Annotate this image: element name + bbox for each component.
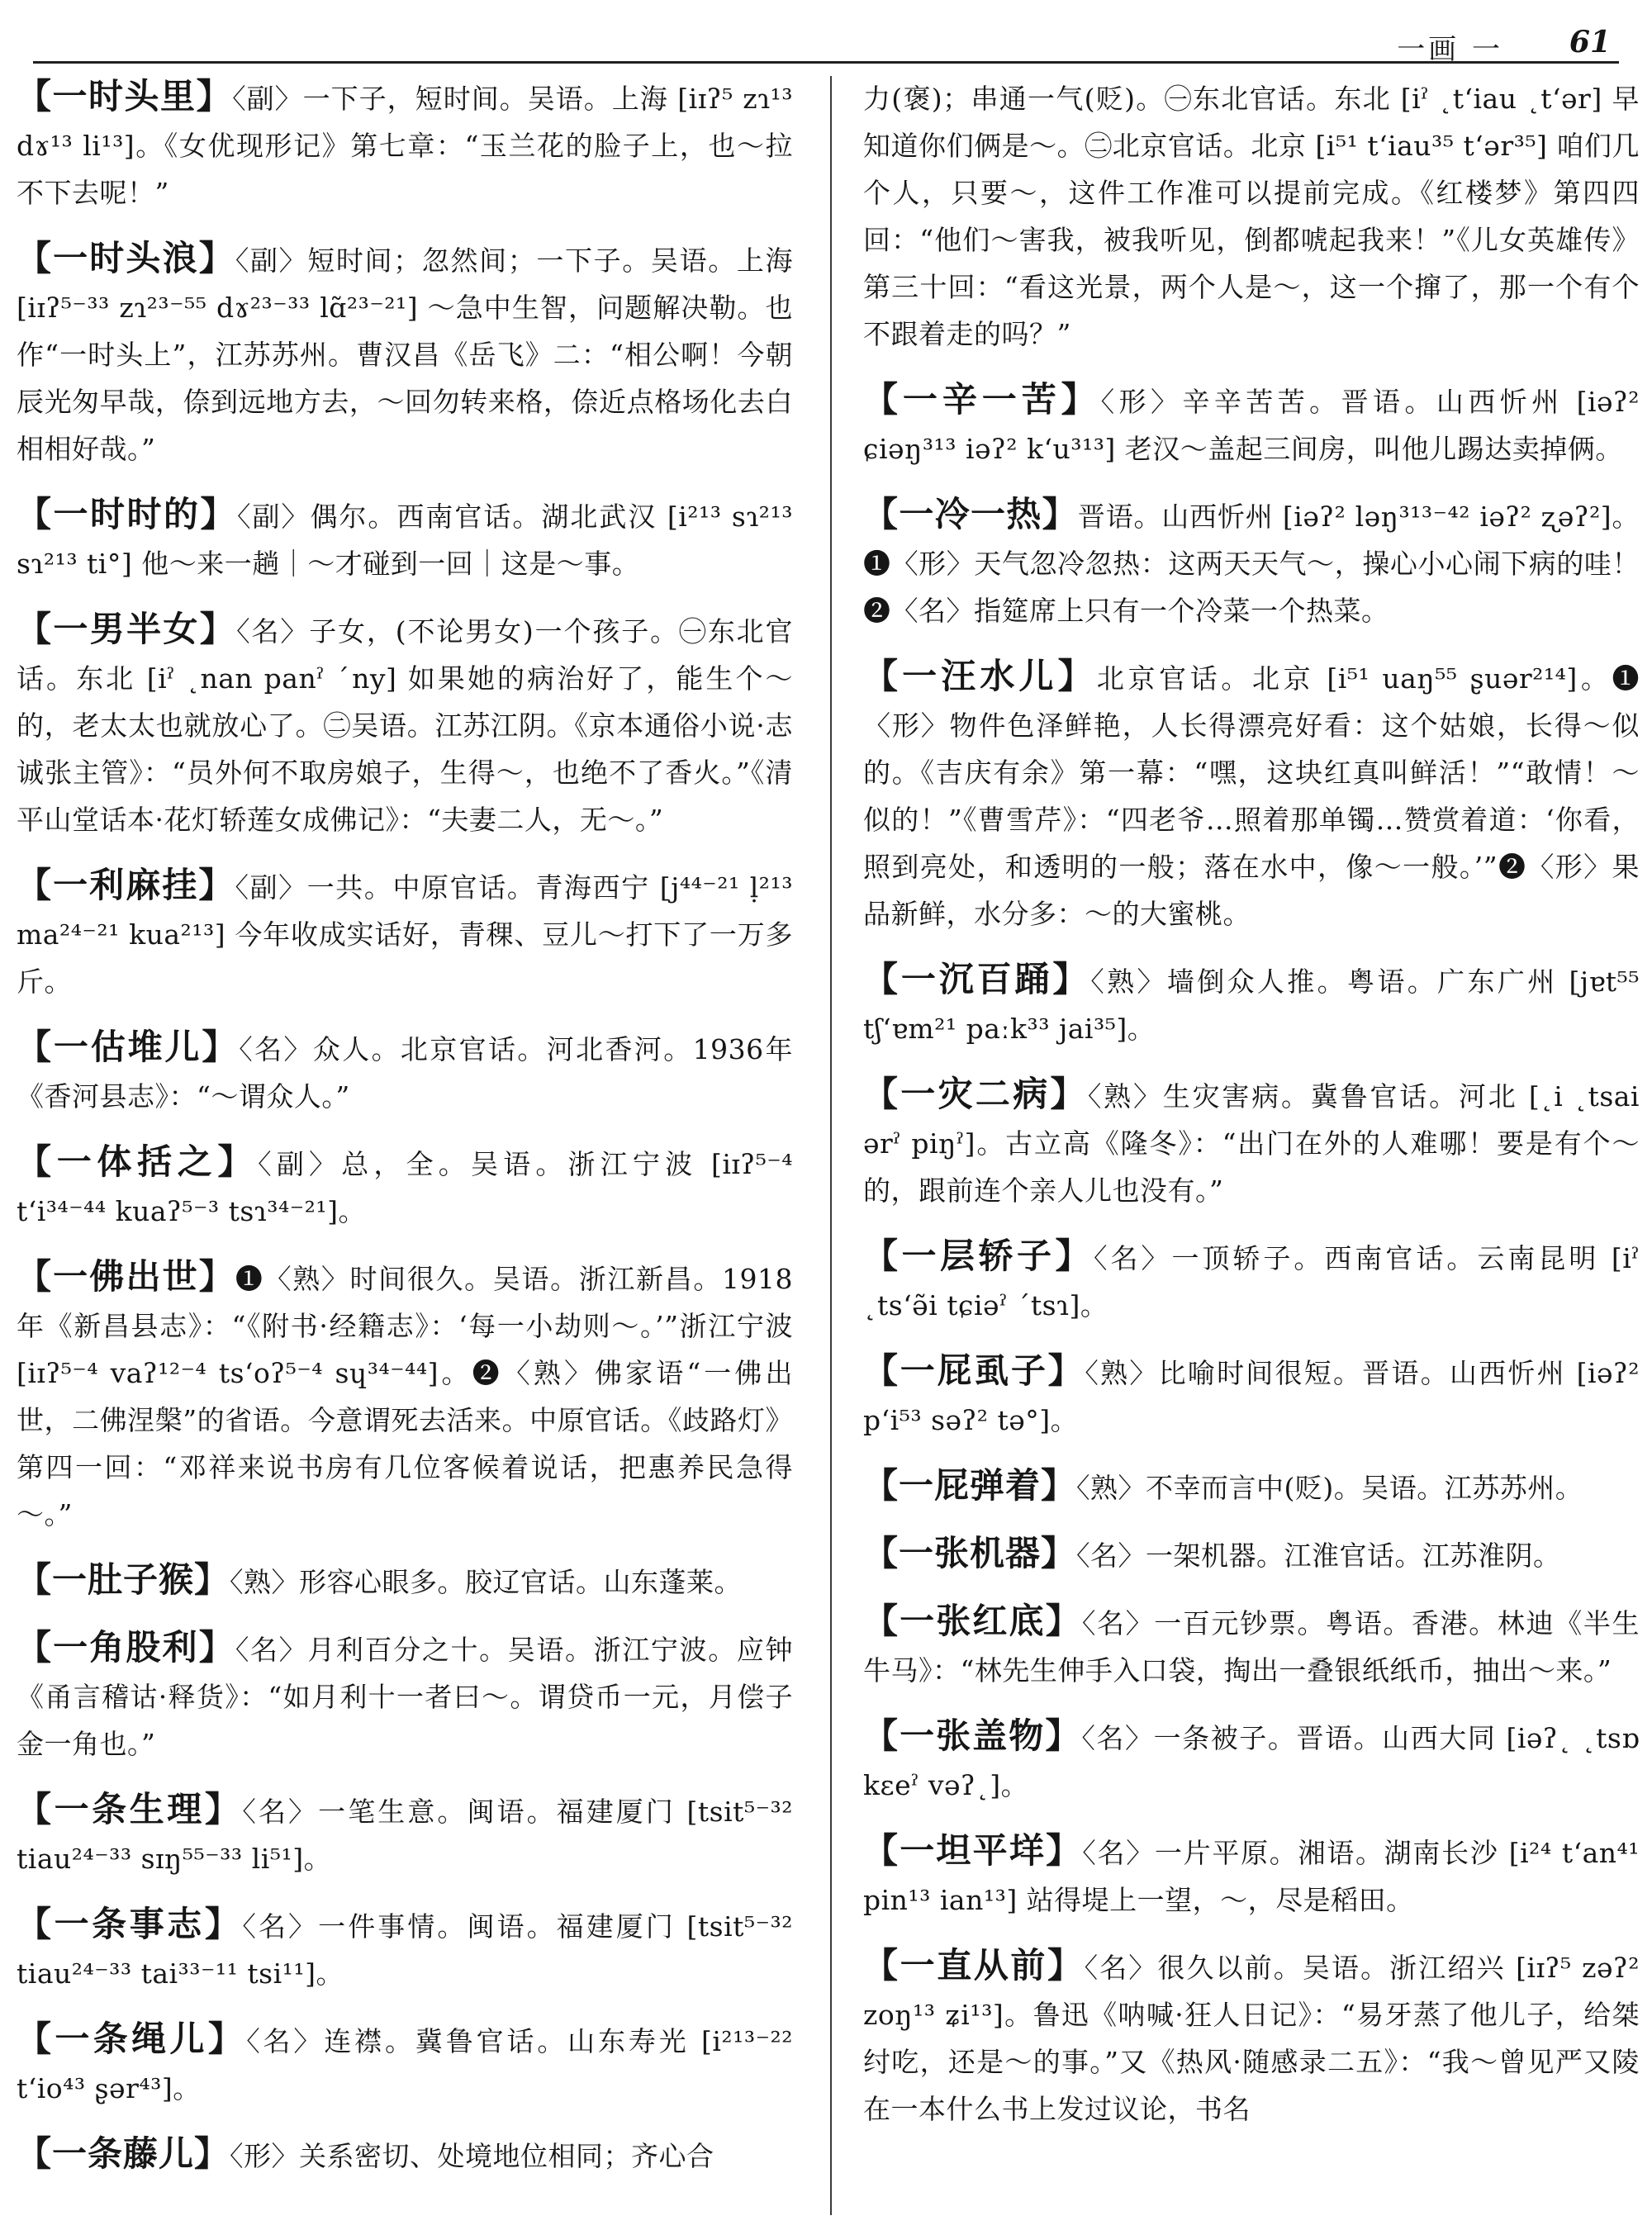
right-column	[863, 73, 1640, 2220]
entry-headword: 【一张红底】	[863, 1601, 1082, 1641]
entry-headword: 【一体括之】	[17, 1141, 259, 1182]
dictionary-entry	[863, 1462, 1640, 1511]
entry-definition: 〈名〉一百元钞票。粤语。香港。林迪《半生牛马》：“林先生伸手入口袋，掏出一叠银纸纸币，抽出～来。”	[863, 1607, 1640, 1687]
entry-definition: 〈名〉一条被子。晋语。山西大同 [iəʔ˛ ˛tsɒ kɛeˀ vəʔ˛]。	[863, 1722, 1640, 1801]
entry-headword: 【一灾二病】	[863, 1074, 1088, 1114]
entry-definition: 〈名〉一架机器。江淮官话。江苏淮阴。	[1076, 1540, 1561, 1572]
entry-definition: 〈名〉一顶轿子。西南官话。云南昆明 [iˀ ˛tsʻə̃i tɕiəˀ ˊtsɿ]。	[863, 1242, 1640, 1321]
running-head	[33, 17, 1619, 64]
entry-headword: 【一张盖物】	[863, 1715, 1082, 1756]
dictionary-entry	[17, 235, 793, 472]
dictionary-entry-continuation	[863, 73, 1640, 358]
dictionary-entry	[863, 1827, 1640, 1924]
dictionary-entry	[17, 1138, 793, 1235]
dictionary-entry	[863, 1347, 1640, 1444]
entry-headword: 【一条生理】	[17, 1789, 243, 1829]
dictionary-entry	[17, 1023, 793, 1120]
dictionary-entry	[17, 491, 793, 587]
entry-definition: 力(褒)；串通一气(贬)。㊀东北官话。东北 [iˀ ˛tʻiau ˛tʻər] 早知道你们俩是～。㊁北京官话。北京 [i⁵¹ tʻiau³⁵ tʻər³⁵] 咱们几个人，只要～，这件工作准可以提前完成。《红楼梦》第四四回：“他们～害我，被我听见，倒都唬起我来！”《儿女英雄传》第三十回：“看这光景，两个人是～，这一个撺了，那一个有个不跟着走的吗？”	[863, 83, 1640, 350]
entry-headword: 【一冷一热】	[863, 494, 1078, 534]
dictionary-entry	[17, 1556, 793, 1606]
running-head-label: 一画 一	[1397, 33, 1503, 66]
entry-definition: 〈名〉连襟。冀鲁官话。山东寿光 [i²¹³⁻²² tʻio⁴³ ʂər⁴³]。	[17, 2025, 793, 2104]
dictionary-entry	[863, 1942, 1640, 2133]
entry-definition: 〈名〉一片平原。湘语。湖南长沙 [i²⁴ tʻan⁴¹ pin¹³ ian¹³] 站得堤上一望，～，尽是稻田。	[863, 1837, 1640, 1916]
dictionary-entry	[17, 1900, 793, 1997]
entry-headword: 【一条藤儿】	[17, 2133, 230, 2174]
entry-definition: 北京官话。北京 [i⁵¹ uaŋ⁵⁵ ʂuər²¹⁴]。❶〈形〉物件色泽鲜艳，人长得漂亮好看：这个姑娘，长得～似的。《吉庆有余》第一幕：“嘿，这块红真叫鲜活！”“敢情！～似的！”《曹雪芹》：“四老爷…照着那单镯…赞赏着道：‘你看，照到亮处，和透明的一般；落在水中，像～一般。’”❷〈形〉果品新鲜，水分多：～的大蜜桃。	[863, 662, 1640, 930]
entry-definition: 〈形〉关系密切、处境地位相同；齐心合	[230, 2140, 714, 2172]
entry-definition: 〈名〉一笔生意。闽语。福建厦门 [tsit⁵⁻³² tiau²⁴⁻³³ sɪŋ⁵⁵⁻³³ li⁵¹]。	[17, 1796, 793, 1875]
dictionary-entry	[17, 861, 793, 1005]
entry-headword: 【一直从前】	[863, 1945, 1085, 1986]
dictionary-entry	[17, 2015, 793, 2112]
column-divider	[830, 76, 832, 2215]
entry-headword: 【一条事志】	[17, 1904, 243, 1944]
dictionary-entry	[17, 1624, 793, 1767]
entry-headword: 【一辛一苦】	[863, 379, 1101, 420]
entry-definition: 晋语。山西忻州 [iəʔ² ləŋ³¹³⁻⁴² iəʔ² ʐəʔ²]。❶〈形〉天气忽冷忽热：这两天天气～，操心小心闹下病的哇！❷〈名〉指筵席上只有一个冷菜一个热菜。	[863, 501, 1640, 627]
entry-definition: 〈名〉子女，(不论男女)一个孩子。㊀东北官话。东北 [iˀ ˛nan panˀ ˊny] 如果她的病治好了，能生个～的，老太太也就放心了。㊁吴语。江苏江阴。《京本通俗小说·志诚张主管》：“员外何不取房娘子，生得～，也绝不了香火。”《清平山堂话本·花灯轿莲女成佛记》：“夫妻二人，无～。”	[17, 615, 793, 836]
entry-headword: 【一张机器】	[863, 1533, 1077, 1573]
entry-definition: 〈副〉一共。中原官话。青海西宁 [j⁴⁴⁻²¹ ḷ²¹³ ma²⁴⁻²¹ kua²¹³] 今年收成实话好，青稞、豆儿～打下了一万多斤。	[17, 871, 793, 998]
dictionary-entry	[863, 1530, 1640, 1579]
dictionary-entry	[863, 1232, 1640, 1329]
entry-headword: 【一男半女】	[17, 609, 237, 649]
entry-headword: 【一屁弹着】	[863, 1465, 1077, 1506]
entry-headword: 【一坦平垟】	[863, 1830, 1083, 1871]
dictionary-entry	[17, 2130, 793, 2180]
entry-definition: 〈名〉月利百分之十。吴语。浙江宁波。应钟《甬言稽诂·释货》：“如月利十一者曰～。谓贷币一元，月偿子金一角也。”	[17, 1634, 793, 1760]
entry-definition: 〈名〉很久以前。吴语。浙江绍兴 [iɪʔ⁵ zəʔ² zoŋ¹³ ʑi¹³]。鲁迅《呐喊·狂人日记》：“易牙蒸了他儿子，给桀纣吃，还是～的事。”又《热风·随感录二五》：“我～曾见严又陵在一本什么书上发过议论，书名	[863, 1952, 1640, 2125]
dictionary-entry	[863, 1712, 1640, 1809]
dictionary-entry	[863, 376, 1640, 472]
dictionary-entry	[17, 73, 793, 216]
left-column	[17, 73, 793, 2220]
entry-definition: 〈副〉偶尔。西南官话。湖北武汉 [i²¹³ sɿ²¹³ sɿ²¹³ ti°] 他～来一趟｜～才碰到一回｜这是～事。	[17, 501, 793, 580]
entry-headword: 【一条绳儿】	[17, 2019, 247, 2059]
entry-headword: 【一时时的】	[17, 494, 237, 534]
entry-definition: 〈熟〉形容心眼多。胶辽官话。山东蓬莱。	[230, 1566, 743, 1598]
dictionary-entry	[17, 1786, 793, 1882]
dictionary-entry	[863, 1070, 1640, 1214]
dictionary-entry	[863, 956, 1640, 1052]
entry-headword: 【一汪水儿】	[863, 656, 1097, 696]
dictionary-entry	[17, 1253, 793, 1538]
entry-definition: 〈熟〉生灾害病。冀鲁官话。河北 [˛i ˛tsai ərˀ piŋˀ]。古立高《隆冬》：“出门在外的人难哪！要是有个～的，跟前连个亲人儿也没有。”	[863, 1080, 1640, 1207]
entry-definition: 〈形〉辛辛苦苦。晋语。山西忻州 [iəʔ² ɕiəŋ³¹³ iəʔ² kʻu³¹³] 老汉～盖起三间房，叫他儿踢达卖掉俩。	[863, 386, 1640, 465]
dictionary-entry	[863, 652, 1640, 937]
entry-headword: 【一利麻挂】	[17, 865, 235, 905]
entry-headword: 【一沉百踊】	[863, 959, 1091, 999]
entry-headword: 【一时头里】	[17, 76, 233, 116]
entry-headword: 【一角股利】	[17, 1627, 235, 1668]
entry-definition: 〈名〉一件事情。闽语。福建厦门 [tsit⁵⁻³² tiau²⁴⁻³³ tai³³⁻¹¹ tsi¹¹]。	[17, 1910, 793, 1990]
dictionary-entry	[863, 1597, 1640, 1694]
entry-headword: 【一估堆儿】	[17, 1027, 240, 1067]
dictionary-entry	[17, 605, 793, 843]
entry-definition: ❶〈熟〉时间很久。吴语。浙江新昌。1918年《新昌县志》：“《附书·经籍志》：‘每一小劫则～。’”浙江宁波 [iɪʔ⁵⁻⁴ vaʔ¹²⁻⁴ tsʻoʔ⁵⁻⁴ sɥ³⁴⁻⁴⁴]。❷〈熟〉佛家语“一佛出世，二佛涅槃”的省语。今意谓死去活来。中原官话。《歧路灯》第四一回：“邓祥来说书房有几位客候着说话，把惠养民急得～。”	[17, 1263, 793, 1530]
entry-definition: 〈名〉众人。北京官话。河北香河。1936年《香河县志》：“～谓众人。”	[17, 1033, 793, 1113]
entry-definition: 〈副〉一下子，短时间。吴语。上海 [iɪʔ⁵ zɿ¹³ dɤ¹³ li¹³]。《女优现形记》第七章：“玉兰花的脸子上，也～拉不下去呢！”	[17, 83, 793, 209]
entry-definition: 〈熟〉比喻时间很短。晋语。山西忻州 [iəʔ² pʻi⁵³ səʔ² tə°]。	[863, 1357, 1640, 1436]
entry-definition: 〈副〉总，全。吴语。浙江宁波 [iɪʔ⁵⁻⁴ tʻi³⁴⁻⁴⁴ kuaʔ⁵⁻³ tsɿ³⁴⁻²¹]。	[17, 1148, 793, 1227]
entry-definition: 〈熟〉不幸而言中(贬)。吴语。江苏苏州。	[1076, 1472, 1583, 1504]
entry-headword: 【一层轿子】	[863, 1236, 1094, 1276]
entry-definition: 〈副〉短时间；忽然间；一下子。吴语。上海 [iɪʔ⁵⁻³³ zɿ²³⁻⁵⁵ dɤ²³⁻³³ lɑ̃²³⁻²¹] ～急中生智，问题解决勒。也作“一时头上”，江苏苏州。曹汉昌《岳飞》二：“相公啊！今朝辰光匆早哉，倷到远地方去，～回勿转来格，倷近点格场化去白相相好哉。”	[17, 244, 793, 465]
entry-headword: 【一佛出世】	[17, 1256, 235, 1297]
page-number: 61	[1569, 25, 1611, 59]
entry-headword: 【一肚子猴】	[17, 1559, 230, 1600]
entry-headword: 【一屁虱子】	[863, 1350, 1085, 1391]
entry-definition: 〈熟〉墙倒众人推。粤语。广东广州 [jɐt⁵⁵ tʃʻɐm²¹ paːk³³ jai³⁵]。	[863, 966, 1640, 1045]
entry-headword: 【一时头浪】	[17, 238, 235, 278]
dictionary-entry	[863, 491, 1640, 634]
